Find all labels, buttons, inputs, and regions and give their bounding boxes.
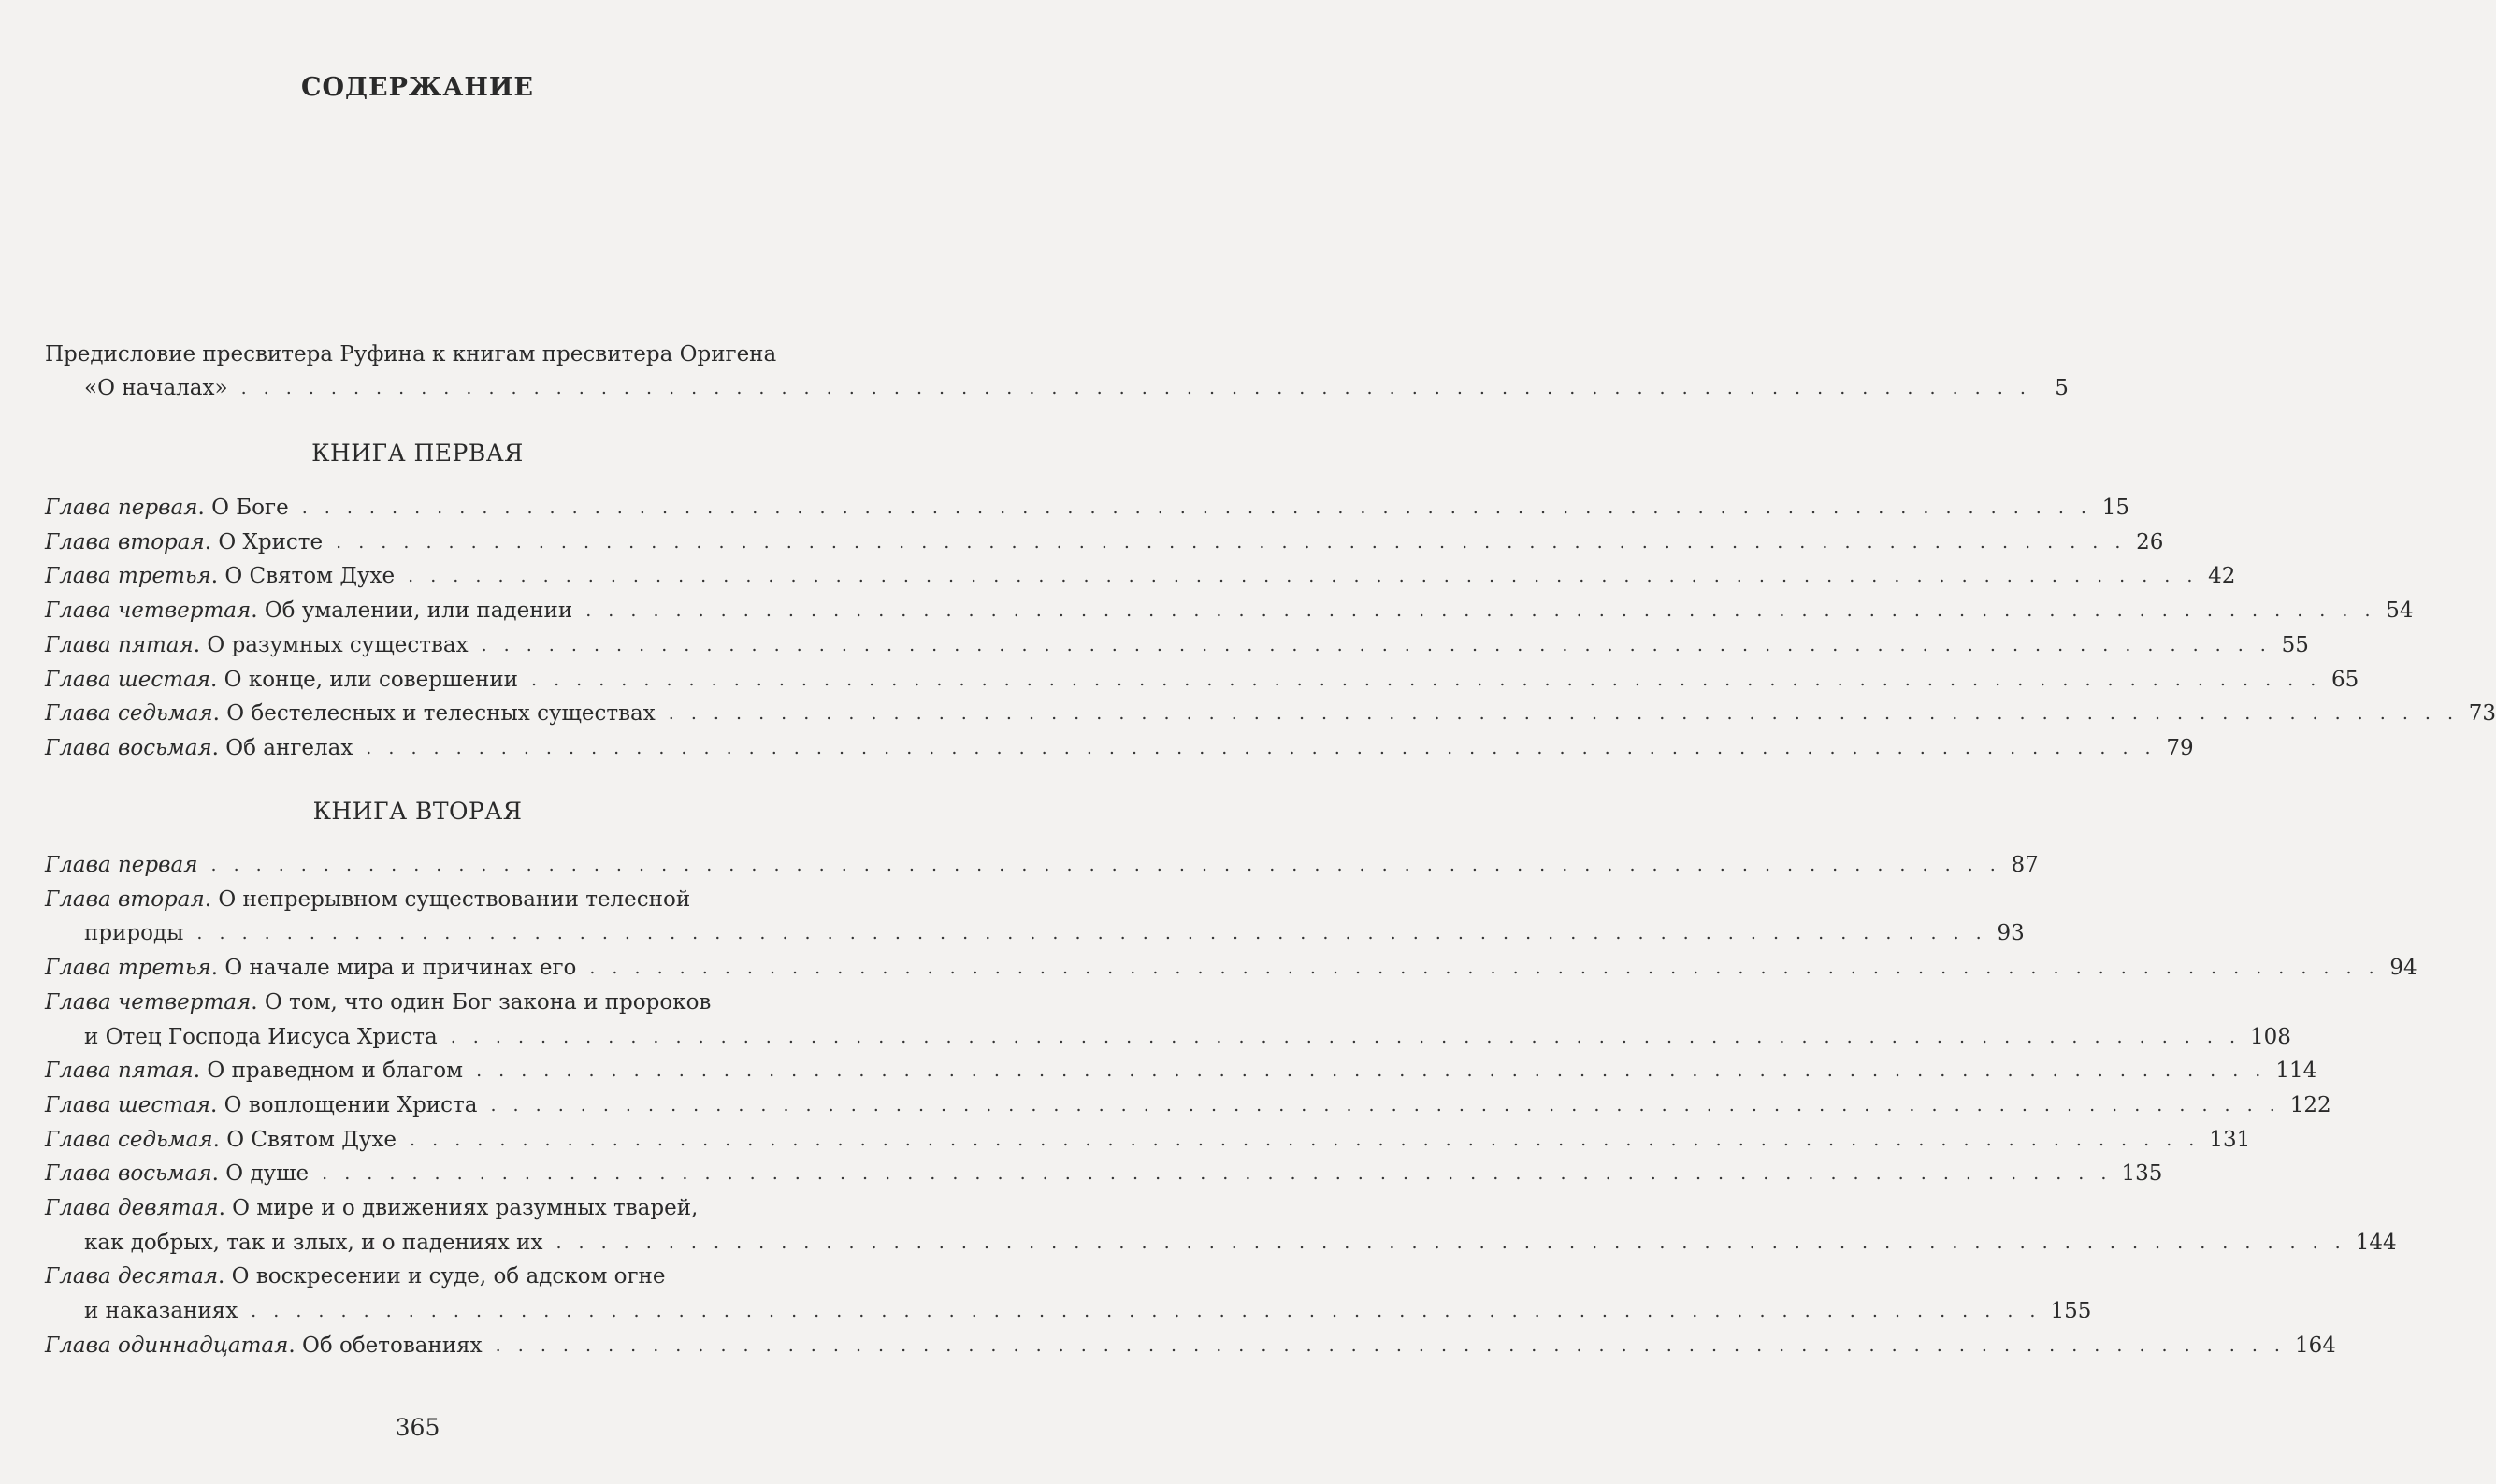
- leader-dots: . . . . . . . . . . . . . . . . . . . . . . . . . . . . . . . . . . . . . . . . . . . . . . . . . . . . . . . . . . . . . . . . . . . . . . . . . . . . . . . .: [668, 703, 2460, 725]
- entry-title: Глава пятая. О праведном и благом: [45, 1059, 464, 1084]
- entry-title: [84, 919, 183, 947]
- entry-title: Глава пятая. О разумных существах: [45, 632, 469, 657]
- leader-dots: . . . . . . . . . . . . . . . . . . . . . . . . . . . . . . . . . . . . . . . . . . . . . . . . . . . . . . . . . . . . . . . . . . . . . . . . . . . . . . . .: [495, 1334, 2286, 1356]
- preface-line-1: [45, 337, 793, 368]
- chapter-label: Глава вторая: [45, 886, 205, 912]
- chapter-label: Глава первая: [45, 496, 198, 520]
- entry-page: 114: [2275, 1059, 2317, 1084]
- toc-entry: [45, 1122, 2251, 1154]
- leader-dots: . . . . . . . . . . . . . . . . . . . . . . . . . . . . . . . . . . . . . . . . . . . . . . . . . . . . . . . . . . . . . . . . . . . . . . . . . . . . . . . .: [210, 855, 2001, 875]
- entry-page: 54: [2386, 598, 2414, 624]
- chapter-label: Глава девятая: [45, 1196, 219, 1220]
- entry-title-cont: и наказаниях: [84, 1299, 238, 1324]
- toc-entry: [45, 1053, 2317, 1085]
- chapter-label: Глава восьмая: [45, 735, 212, 760]
- entry-title: Глава третья. О Святом Духе: [45, 564, 396, 589]
- entry-title: Глава первая. О Боге: [45, 496, 289, 520]
- toc-entry-cont: [84, 1225, 2397, 1257]
- chapter-label: Глава четвертая: [45, 598, 252, 624]
- entry-title-cont: природы: [84, 921, 184, 946]
- entry-page: 55: [2281, 632, 2309, 657]
- chapter-label: Глава третья: [45, 956, 211, 981]
- entry-title: Глава шестая. О воплощении Христа: [45, 1092, 478, 1117]
- entry-title: [84, 1229, 542, 1257]
- entry-page: 164: [2294, 1333, 2336, 1358]
- entry-title-cont: как добрых, так и злых, и о падениях их: [84, 1230, 543, 1255]
- leader-dots: . . . . . . . . . . . . . . . . . . . . . . . . . . . . . . . . . . . . . . . . . . . . . . . . . . . . . . . . . . . . . . . . . . . . . . . . . . . . . . . .: [530, 669, 2322, 690]
- leader-dots: . . . . . . . . . . . . . . . . . . . . . . . . . . . . . . . . . . . . . . . . . . . . . . . . . . . . . . . . . . . . . . . . . . . . . . . . . . . . . . . .: [322, 1163, 2113, 1185]
- leader-dots: . . . . . . . . . . . . . . . . . . . . . . . . . . . . . . . . . . . . . . . . . . . . . . . . . . . . . . . . . . . . . . . . . . . . . . . . . . . . . . . .: [408, 566, 2199, 587]
- preface-title-cont: «О началах»: [84, 376, 228, 400]
- page-title: СОДЕРЖАНИЕ: [301, 73, 534, 102]
- toc-entry: [45, 593, 2414, 625]
- toc-entry: [45, 847, 2039, 879]
- entry-page: 155: [2050, 1299, 2092, 1324]
- chapter-label: Глава шестая: [45, 1092, 211, 1117]
- toc-entry-cont: [84, 1293, 2092, 1325]
- toc-entry-cont: [84, 1019, 2291, 1051]
- chapter-label: Глава шестая: [45, 667, 211, 692]
- chapter-label: Глава первая: [45, 853, 198, 877]
- leader-dots: . . . . . . . . . . . . . . . . . . . . . . . . . . . . . . . . . . . . . . . . . . . . . . . . . . . . . . . . . . . . . . . . . . . . . . . . . . . . . . . .: [589, 958, 2380, 979]
- leader-dots: . . . . . . . . . . . . . . . . . . . . . . . . . . . . . . . . . . . . . . . . . . . . . . . . . . . . . . . . . . . . . . . . . . . . . . . . . . . . . . . .: [585, 600, 2376, 622]
- entry-title: Глава четвертая. О том, что один Бог закона и пророков: [45, 989, 712, 1015]
- toc-entry: [45, 950, 2417, 982]
- leader-dots: . . . . . . . . . . . . . . . . . . . . . . . . . . . . . . . . . . . . . . . . . . . . . . . . . . . . . . . . . . . . . . . . . . . . . . . . . . . . . . . .: [301, 497, 2092, 518]
- entry-title: Глава третья. О начале мира и причинах его: [45, 956, 577, 981]
- preface-page: 5: [2055, 376, 2069, 400]
- leader-dots: . . . . . . . . . . . . . . . . . . . . . . . . . . . . . . . . . . . . . . . . . . . . . . . . . . . . . . . . . . . . . . . . . . . . . . . . . . . . . . . .: [251, 1301, 2042, 1322]
- entry-title: Глава восьмая. О душе: [45, 1161, 310, 1187]
- entry-title: Глава четвертая. Об умалении, или падении: [45, 598, 573, 624]
- toc-entry: [45, 696, 2496, 728]
- entry-page: 26: [2136, 529, 2164, 555]
- book2-heading: КНИГА ВТОРАЯ: [312, 798, 523, 825]
- entry-title-cont: и Отец Господа Иисуса Христа: [84, 1024, 438, 1049]
- chapter-label: Глава пятая: [45, 1059, 194, 1084]
- book1-heading: КНИГА ПЕРВАЯ: [311, 439, 524, 467]
- entry-page: 131: [2209, 1127, 2251, 1152]
- entry-title: Глава седьмая. О бестелесных и телесных существах: [45, 701, 656, 727]
- toc-entry: [45, 627, 2309, 659]
- entry-title: Глава вторая. О Христе: [45, 529, 324, 555]
- toc-entry: [45, 1259, 793, 1290]
- toc-entry: [45, 1156, 2163, 1188]
- leader-dots: . . . . . . . . . . . . . . . . . . . . . . . . . . . . . . . . . . . . . . . . . . . . . . . . . . . . . . . . . . . . . . . . . . . . . . . . . . . . . . . .: [410, 1129, 2200, 1150]
- entry-title: [45, 851, 197, 879]
- toc-entry: [45, 662, 2359, 694]
- toc-entry: [45, 525, 2164, 556]
- chapter-label: Глава седьмая: [45, 701, 213, 727]
- chapter-label: Глава седьмая: [45, 1127, 213, 1152]
- toc-entry: [45, 1328, 2336, 1360]
- toc-entry-cont: [84, 915, 2025, 947]
- chapter-label: Глава четвертая: [45, 989, 252, 1015]
- chapter-label: Глава десятая: [45, 1264, 219, 1289]
- toc-entry: [45, 985, 793, 1016]
- entry-page: 93: [1997, 921, 2025, 946]
- toc-entry: [45, 882, 793, 914]
- leader-dots: . . . . . . . . . . . . . . . . . . . . . . . . . . . . . . . . . . . . . . . . . . . . . . . . . . . . . . . . . . . . . . . . . . . . . . . . . . . . . . . .: [481, 634, 2272, 656]
- toc-entry: [45, 490, 2129, 522]
- preface-line-2: [84, 370, 2069, 402]
- entry-page: 42: [2208, 564, 2236, 589]
- chapter-label: Глава восьмая: [45, 1161, 212, 1187]
- entry-page: 15: [2101, 496, 2129, 520]
- preface-title: Предисловие пресвитера Руфина к книгам пресвитера Оригена: [45, 342, 777, 367]
- entry-title: Глава восьмая. Об ангелах: [45, 735, 353, 760]
- chapter-label: Глава третья: [45, 564, 211, 589]
- toc-entry: [45, 1190, 793, 1222]
- leader-dots: . . . . . . . . . . . . . . . . . . . . . . . . . . . . . . . . . . . . . . . . . . . . . . . . . . . . . . . . . . . . . . . . . . . . . . . . . . . . . . . .: [336, 531, 2127, 553]
- entry-title: Глава десятая. О воскресении и суде, об адском огне: [45, 1264, 666, 1289]
- leader-dots: . . . . . . . . . . . . . . . . . . . . . . . . . . . . . . . . . . . . . . . . . . . . . . . . . . . . . . . . . . . . . . . . . . . . . . . . . . . . . . . .: [366, 737, 2157, 758]
- leader-dots: . . . . . . . . . . . . . . . . . . . . . . . . . . . . . . . . . . . . . . . . . . . . . . . . . . . . . . . . . . . . . . . . . . . . . . . . . . . . . . . .: [555, 1232, 2346, 1253]
- entry-page: 87: [2011, 853, 2039, 877]
- toc-entry: [45, 1088, 2331, 1119]
- chapter-label: Глава одиннадцатая: [45, 1333, 289, 1358]
- entry-title: [84, 1023, 438, 1051]
- leader-dots: . . . . . . . . . . . . . . . . . . . . . . . . . . . . . . . . . . . . . . . . . . . . . . . . . . . . . . . . . . . . . . . . . . . . . . . . . . . . . . . .: [490, 1094, 2281, 1116]
- entry-title: Глава девятая. О мире и о движениях разумных тварей,: [45, 1196, 699, 1220]
- entry-page: 94: [2389, 956, 2417, 981]
- toc-entry: [45, 558, 2236, 590]
- entry-page: 122: [2289, 1092, 2331, 1117]
- leader-dots: . . . . . . . . . . . . . . . . . . . . . . . . . . . . . . . . . . . . . . . . . . . . . . . . . . . . . . . . . . . . . . . . . . . . . . . . . . . . . . . .: [196, 923, 1987, 944]
- chapter-label: Глава вторая: [45, 529, 205, 555]
- entry-page: 65: [2331, 667, 2359, 692]
- entry-page: 79: [2166, 735, 2194, 760]
- leader-dots: . . . . . . . . . . . . . . . . . . . . . . . . . . . . . . . . . . . . . . . . . . . . . . . . . . . . . . . . . . . . . . . . . . . . . . . . . . . . . . . .: [450, 1026, 2241, 1047]
- entry-title: Глава одиннадцатая. Об обетованиях: [45, 1333, 483, 1358]
- chapter-label: Глава пятая: [45, 632, 194, 657]
- entry-page: 73: [2468, 701, 2496, 727]
- entry-page: 144: [2355, 1230, 2397, 1255]
- leader-dots: . . . . . . . . . . . . . . . . . . . . . . . . . . . . . . . . . . . . . . . . . . . . . . . . . . . . . . . . . . . . . . . . . . . . . . . . . . . . . . . .: [476, 1060, 2267, 1082]
- entry-page: 108: [2250, 1024, 2291, 1049]
- leader-dots: . . . . . . . . . . . . . . . . . . . . . . . . . . . . . . . . . . . . . . . . . . . . . . . . . . . . . . . . . . . . . . . . . . . . . . . . . . . . . . . .: [240, 378, 2031, 398]
- page-number: 365: [395, 1414, 440, 1441]
- entry-title: Глава вторая. О непрерывном существовании телесной: [45, 886, 691, 912]
- toc-entry: [45, 730, 2194, 762]
- entry-page: 135: [2121, 1161, 2163, 1187]
- entry-title: Глава седьмая. О Святом Духе: [45, 1127, 397, 1152]
- entry-title: Глава шестая. О конце, или совершении: [45, 667, 518, 692]
- entry-title: [84, 1297, 238, 1325]
